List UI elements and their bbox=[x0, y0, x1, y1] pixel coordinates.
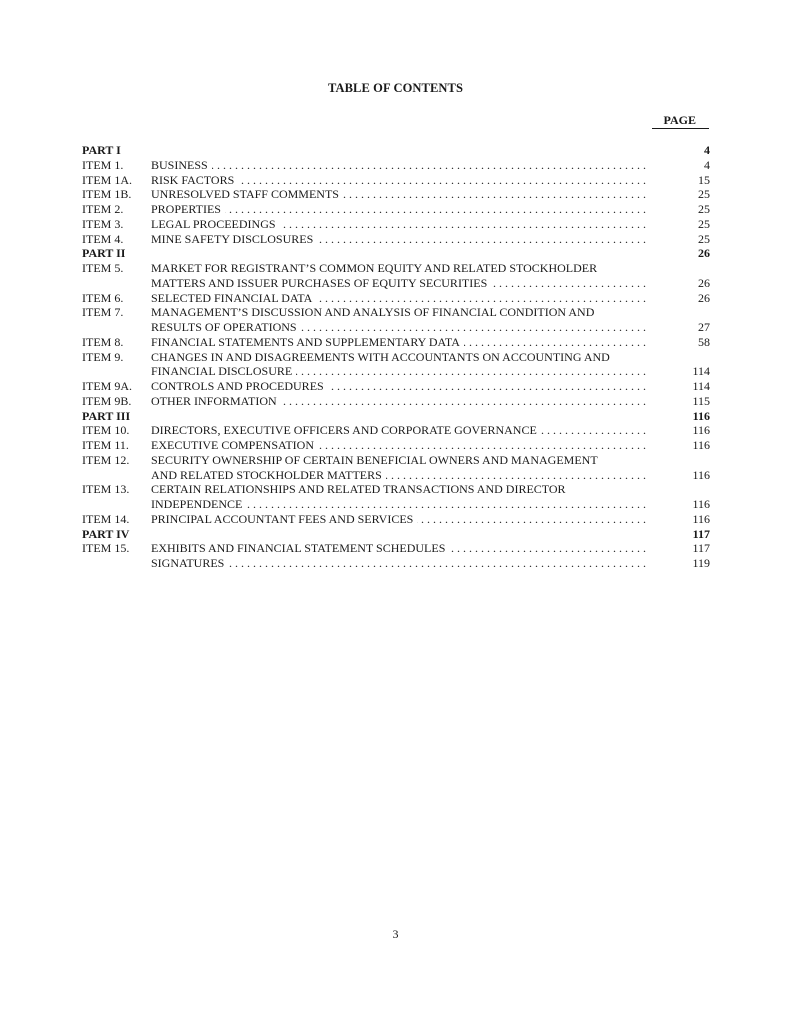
toc-page-number: 26 bbox=[698, 275, 710, 290]
toc-item-title: INDEPENDENCE . . . bbox=[151, 497, 649, 512]
toc-page-number: 58 bbox=[698, 334, 710, 349]
toc-page-number: 25 bbox=[698, 202, 710, 216]
toc-part-label: PART IV bbox=[82, 526, 130, 541]
toc-item-title: EXHIBITS AND FINANCIAL STATEMENT SCHEDULES . . . bbox=[151, 541, 649, 556]
toc-page-number: 116 bbox=[692, 497, 710, 511]
toc-item-title: LEGAL PROCEEDINGS . . . bbox=[151, 217, 649, 232]
table-of-contents bbox=[82, 143, 710, 571]
toc-item-label: ITEM 9B. bbox=[82, 393, 132, 408]
toc-item-title: OTHER INFORMATION . . . bbox=[151, 394, 649, 409]
toc-item-title: FINANCIAL STATEMENTS AND SUPPLEMENTARY DATA . . . bbox=[151, 335, 649, 350]
toc-page-number: 116 bbox=[692, 511, 710, 526]
toc-item-row[interactable] bbox=[82, 468, 710, 483]
toc-item-title: SECURITY OWNERSHIP OF CERTAIN BENEFICIAL OWNERS AND MANAGEMENT bbox=[151, 453, 649, 468]
toc-page-number: 116 bbox=[692, 423, 710, 438]
toc-item-row[interactable] bbox=[82, 320, 710, 335]
toc-part-label: PART II bbox=[82, 246, 126, 261]
page-column-header: PAGE bbox=[652, 114, 709, 129]
toc-item-row[interactable] bbox=[82, 173, 710, 188]
toc-item-title: MARKET FOR REGISTRANT’S COMMON EQUITY AND RELATED STOCKHOLDER bbox=[151, 261, 649, 276]
toc-page-number: 26 bbox=[698, 246, 710, 261]
toc-item-row[interactable] bbox=[82, 232, 710, 247]
toc-page-number: 117 bbox=[692, 526, 710, 541]
toc-item-title: MANAGEMENT’S DISCUSSION AND ANALYSIS OF FINANCIAL CONDITION AND bbox=[151, 305, 649, 320]
toc-item-row[interactable] bbox=[82, 541, 710, 556]
toc-item-label: ITEM 2. bbox=[82, 202, 124, 216]
toc-page-number: 4 bbox=[704, 143, 710, 157]
toc-item-label: ITEM 6. bbox=[82, 290, 124, 305]
toc-page-number: 117 bbox=[692, 541, 710, 556]
toc-item-title: CHANGES IN AND DISAGREEMENTS WITH ACCOUNTANTS ON ACCOUNTING AND bbox=[151, 350, 649, 365]
toc-part-row[interactable] bbox=[82, 527, 710, 542]
toc-item-label: ITEM 9A. bbox=[82, 379, 132, 393]
toc-page-number: 25 bbox=[698, 187, 710, 202]
toc-item-row[interactable] bbox=[82, 453, 710, 468]
toc-page-number: 116 bbox=[692, 408, 710, 423]
toc-page-number: 15 bbox=[698, 172, 710, 187]
toc-page-number: 4 bbox=[704, 157, 710, 172]
toc-page-number: 116 bbox=[692, 438, 710, 452]
page-number: 3 bbox=[392, 927, 399, 941]
toc-item-row[interactable] bbox=[82, 438, 710, 453]
toc-item-row[interactable] bbox=[82, 556, 710, 571]
toc-item-row[interactable] bbox=[82, 217, 710, 232]
toc-item-label: ITEM 10. bbox=[82, 423, 130, 438]
toc-item-row[interactable] bbox=[82, 423, 710, 438]
toc-item-label: ITEM 9. bbox=[82, 349, 124, 364]
toc-item-row[interactable] bbox=[82, 364, 710, 379]
toc-item-title: MINE SAFETY DISCLOSURES . . . bbox=[151, 232, 649, 247]
toc-title: TABLE OF CONTENTS bbox=[327, 81, 464, 95]
toc-item-label: ITEM 3. bbox=[82, 216, 124, 231]
toc-part-row[interactable] bbox=[82, 143, 710, 158]
toc-item-label: ITEM 13. bbox=[82, 482, 130, 497]
toc-item-label: ITEM 1A. bbox=[82, 172, 132, 187]
toc-item-label: ITEM 1B. bbox=[82, 187, 132, 202]
toc-part-label: PART I bbox=[82, 143, 121, 157]
toc-item-label: ITEM 14. bbox=[82, 511, 130, 526]
toc-part-row[interactable] bbox=[82, 409, 710, 424]
toc-item-row[interactable] bbox=[82, 512, 710, 527]
toc-item-title: CONTROLS AND PROCEDURES . . . bbox=[151, 379, 649, 394]
toc-page-number: 119 bbox=[692, 556, 710, 570]
toc-page-number: 114 bbox=[692, 379, 710, 393]
toc-item-title: AND RELATED STOCKHOLDER MATTERS . . . bbox=[151, 468, 649, 483]
toc-item-label: ITEM 1. bbox=[82, 157, 124, 172]
toc-item-title: EXECUTIVE COMPENSATION . . . bbox=[151, 438, 649, 453]
toc-page-number: 25 bbox=[698, 216, 710, 231]
toc-item-row[interactable] bbox=[82, 291, 710, 306]
toc-item-label: ITEM 4. bbox=[82, 231, 124, 246]
toc-item-title: RISK FACTORS . . . bbox=[151, 173, 649, 188]
toc-item-title: RESULTS OF OPERATIONS . . . bbox=[151, 320, 649, 335]
toc-item-row[interactable] bbox=[82, 187, 710, 202]
toc-item-row[interactable] bbox=[82, 276, 710, 291]
toc-item-label: ITEM 5. bbox=[82, 261, 124, 275]
toc-page-number: 27 bbox=[698, 320, 710, 334]
toc-item-row[interactable] bbox=[82, 482, 710, 497]
toc-item-title: MATTERS AND ISSUER PURCHASES OF EQUITY SECURITIES . . . bbox=[151, 276, 649, 291]
toc-item-row[interactable] bbox=[82, 335, 710, 350]
toc-page-number: 114 bbox=[692, 364, 710, 379]
toc-item-title: PROPERTIES . . . bbox=[151, 202, 649, 217]
toc-item-row[interactable] bbox=[82, 261, 710, 276]
toc-item-title: SELECTED FINANCIAL DATA . . . bbox=[151, 291, 649, 306]
toc-item-row[interactable] bbox=[82, 379, 710, 394]
toc-item-title: SIGNATURES . . . bbox=[151, 556, 649, 571]
toc-part-label: PART III bbox=[82, 408, 131, 423]
toc-page-number: 116 bbox=[692, 467, 710, 482]
toc-item-row[interactable] bbox=[82, 158, 710, 173]
toc-item-row[interactable] bbox=[82, 202, 710, 217]
toc-item-title: UNRESOLVED STAFF COMMENTS . . . bbox=[151, 187, 649, 202]
toc-item-title: CERTAIN RELATIONSHIPS AND RELATED TRANSACTIONS AND DIRECTOR bbox=[151, 482, 649, 497]
toc-item-label: ITEM 11. bbox=[82, 438, 129, 452]
toc-item-row[interactable] bbox=[82, 497, 710, 512]
toc-page-number: 115 bbox=[692, 393, 710, 408]
toc-item-row[interactable] bbox=[82, 350, 710, 365]
toc-page-number: 26 bbox=[698, 290, 710, 305]
toc-item-title: FINANCIAL DISCLOSURE . . . bbox=[151, 364, 649, 379]
toc-item-label: ITEM 15. bbox=[82, 541, 130, 556]
toc-item-label: ITEM 7. bbox=[82, 305, 124, 320]
toc-item-row[interactable] bbox=[82, 305, 710, 320]
toc-item-title: BUSINESS . . . bbox=[151, 158, 649, 173]
toc-item-label: ITEM 8. bbox=[82, 334, 124, 349]
toc-item-label: ITEM 12. bbox=[82, 452, 130, 467]
toc-item-title: PRINCIPAL ACCOUNTANT FEES AND SERVICES . . . bbox=[151, 512, 649, 527]
toc-item-title: DIRECTORS, EXECUTIVE OFFICERS AND CORPORATE GOVERNANCE . . . bbox=[151, 423, 649, 438]
toc-item-row[interactable] bbox=[82, 394, 710, 409]
toc-page-number: 25 bbox=[698, 231, 710, 246]
toc-part-row[interactable] bbox=[82, 246, 710, 261]
